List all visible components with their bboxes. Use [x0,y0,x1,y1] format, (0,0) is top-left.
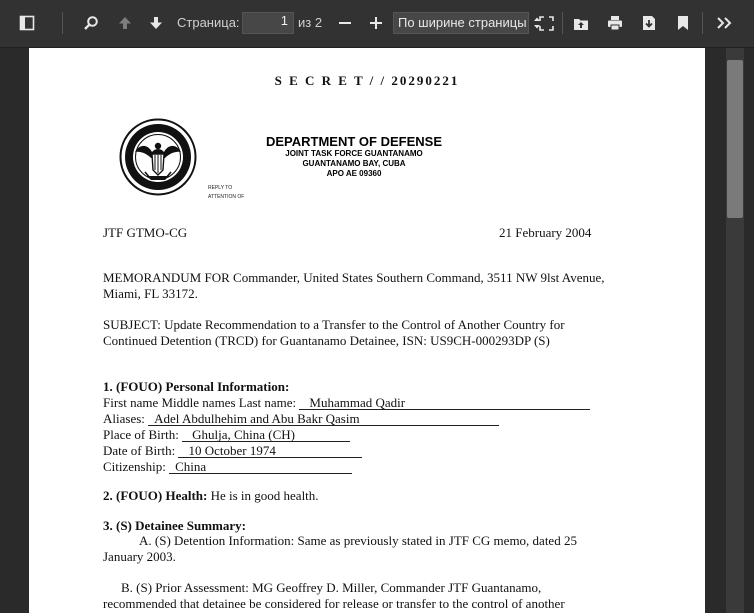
letterhead-line: GUANTANAMO BAY, CUBA [302,159,406,168]
download-icon[interactable] [638,12,660,34]
zoom-select[interactable] [393,12,529,34]
search-icon[interactable] [80,12,102,34]
field-label: First name Middle names Last name: [103,395,297,410]
paragraph-line: B. (S) Prior Assessment: MG Geoffrey D. Miller, Commander JTF Guantanamo, [121,580,542,595]
letterhead [259,134,449,179]
memo-document [29,48,705,613]
next-page-icon[interactable] [145,12,167,34]
letterhead-line: JOINT TASK FORCE GUANTANAMO [285,149,423,158]
reply-to-block [208,184,244,202]
zoom-select-value: По ширине страницы [398,15,527,30]
date-of-birth-field [103,443,362,459]
page-number-input[interactable] [242,12,294,34]
field-label: Place of Birth: [103,427,179,442]
health-paragraph [103,488,319,504]
classification-header: S E C R E T / / 20290221 [274,73,460,88]
memo-for-line: Miami, FL 33172. [103,286,198,301]
section-heading: 1. (FOUO) Personal Information: [103,379,290,394]
attention-of-label: ATTENTION OF [208,194,245,200]
zoom-in-icon[interactable] [366,12,386,34]
office-symbol: JTF GTMO-CG [103,225,188,240]
pdf-toolbar [0,0,754,48]
health-text: He is in good health. [210,488,319,503]
fullscreen-icon[interactable] [536,12,556,34]
reply-to-label: REPLY TO [208,185,233,191]
bookmark-icon[interactable] [672,12,694,34]
paragraph-line: January 2003. [103,549,176,564]
scrollbar-thumb[interactable] [727,60,743,218]
toolbar-divider [62,12,63,34]
letterhead-line: APO AE 09360 [326,169,382,178]
pdf-page [29,48,705,613]
field-value: 10 October 1974 [178,444,362,458]
sidebar-toggle-icon[interactable] [16,12,38,34]
paragraph-line: A. (S) Detention Information: Same as previously stated in JTF CG memo, dated 25 [139,533,577,548]
field-label: Citizenship: [103,459,166,474]
toolbar-divider [562,12,563,34]
name-field [103,395,590,411]
page-total: из 2 [298,15,323,30]
open-file-icon[interactable] [570,12,592,34]
field-value: Adel Abdulhehim and Abu Bakr Qasim [148,412,499,426]
toolbar-divider [702,12,703,34]
subject-line: SUBJECT: Update Recommendation to a Transfer to the Control of Another Country for [103,317,565,332]
page-number-value: 1 [280,13,288,28]
field-label: Date of Birth: [103,443,176,458]
section-heading: 2. (FOUO) Health: [103,488,208,503]
double-chevron-right-icon[interactable] [712,12,736,34]
department-name: DEPARTMENT OF DEFENSE [266,134,442,149]
previous-page-icon[interactable] [114,12,136,34]
field-value: China [169,460,352,474]
paragraph-line: recommended that detainee be considered for release or transfer to the control of another [103,596,565,611]
place-of-birth-field [103,427,350,443]
field-label: Aliases: [103,411,145,426]
aliases-field [103,411,499,427]
field-value: Ghulja, China (CH) [182,428,350,442]
print-icon[interactable] [604,12,626,34]
field-value: Muhammad Qadir [299,396,590,410]
subject-line: Continued Detention (TRCD) for Guantanamo Detainee, ISN: US9CH-000293DP (S) [103,333,550,348]
citizenship-field [103,459,352,475]
zoom-out-icon[interactable] [335,12,355,34]
page-label: Страница: [177,15,240,30]
section-heading: 3. (S) Detainee Summary: [103,518,246,533]
memo-for-line: MEMORANDUM FOR Commander, United States Southern Command, 3511 NW 9lst Avenue, [103,270,605,285]
dod-seal-logo [119,118,197,201]
memo-date: 21 February 2004 [499,225,592,240]
